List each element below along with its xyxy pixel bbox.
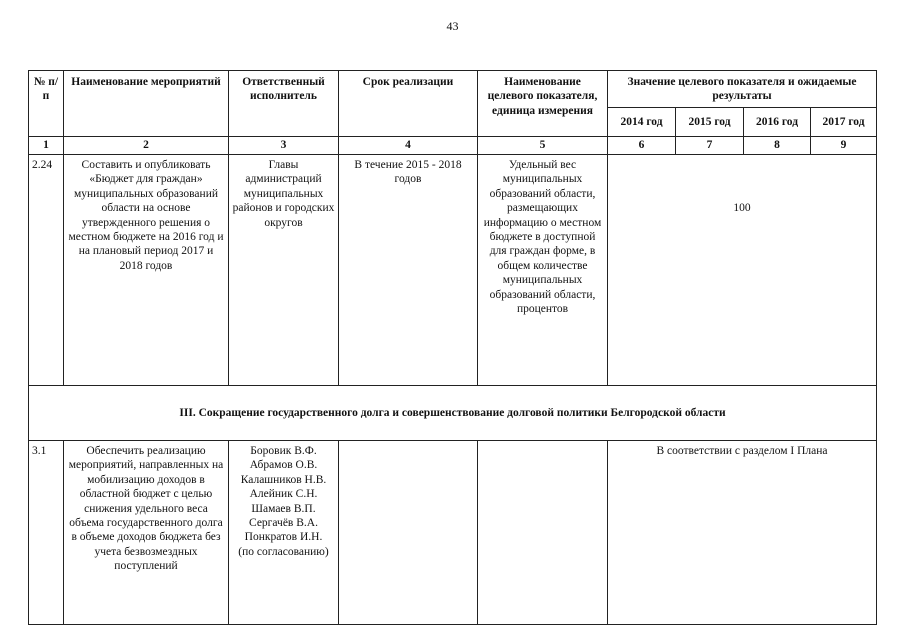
header-year-2016: 2016 год (744, 108, 811, 137)
table-row (29, 441, 877, 625)
term (339, 441, 478, 625)
responsible-line: Боровик В.Ф. (250, 445, 317, 457)
plan-table (28, 70, 877, 625)
indicator: Удельный вес муниципальных образований области, размещающих информацию о местном бюджете в доступной для граждан форме, в общем количестве муниципальных образований области, процентов (478, 155, 608, 386)
column-number: 7 (676, 137, 744, 155)
term: В течение 2015 - 2018 годов (339, 155, 478, 386)
indicator (478, 441, 608, 625)
header-year-2017: 2017 год (811, 108, 877, 137)
activity-name: Составить и опубликовать «Бюджет для граждан» муниципальных образований области на основе утвержденного решения о местном бюджете на 2016 год и на плановый период 2017 и 2018 годов (64, 155, 229, 386)
row-number: 2.24 (29, 155, 64, 386)
header-row (29, 71, 877, 108)
column-number: 6 (608, 137, 676, 155)
responsible-line: Понкратов И.Н. (244, 531, 323, 544)
section-title: III. Сокращение государственного долга и совершенствование долговой политики Белгородской области (29, 386, 877, 441)
header-values-group: Значение целевого показателя и ожидаемые результаты (608, 71, 877, 108)
responsible (229, 441, 339, 625)
column-number: 3 (229, 137, 339, 155)
column-number: 2 (64, 137, 229, 155)
page-number: 43 (446, 19, 459, 33)
column-numbers-row (29, 137, 877, 155)
header-num: № п/п (29, 71, 64, 137)
column-number: 8 (744, 137, 811, 155)
section-row (29, 386, 877, 441)
responsible: Главы администраций муниципальных районов и городских округов (229, 155, 339, 386)
column-number: 1 (29, 137, 64, 155)
header-name: Наименование мероприятий (64, 71, 229, 137)
target-value: 100 (608, 155, 877, 386)
header-indicator: Наименование целевого показателя, единица измерения (478, 71, 608, 137)
row-number: 3.1 (29, 441, 64, 625)
table-row (29, 155, 877, 386)
activity-name: Обеспечить реализацию мероприятий, направленных на мобилизацию доходов в областной бюджет с целью снижения удельного веса объема государственного долга в объеме доходов бюджета без учета безвозмездных поступлений (64, 441, 229, 625)
target-value: В соответствии с разделом I Плана (608, 441, 877, 625)
header-term: Срок реализации (339, 71, 478, 137)
header-responsible: Ответственный исполнитель (229, 71, 339, 137)
column-number: 9 (811, 137, 877, 155)
responsible-line: Шамаев В.П. (251, 502, 316, 515)
responsible-line: Сергачёв В.А. (249, 517, 318, 530)
responsible-line: Алейник С.Н. (249, 488, 318, 501)
header-year-2015: 2015 год (676, 108, 744, 137)
responsible-line: (по согласованию) (238, 545, 329, 558)
responsible-line: Абрамов О.В. (249, 459, 318, 472)
header-year-2014: 2014 год (608, 108, 676, 137)
column-number: 4 (339, 137, 478, 155)
column-number: 5 (478, 137, 608, 155)
responsible-line: Калашников Н.В. (240, 473, 327, 486)
